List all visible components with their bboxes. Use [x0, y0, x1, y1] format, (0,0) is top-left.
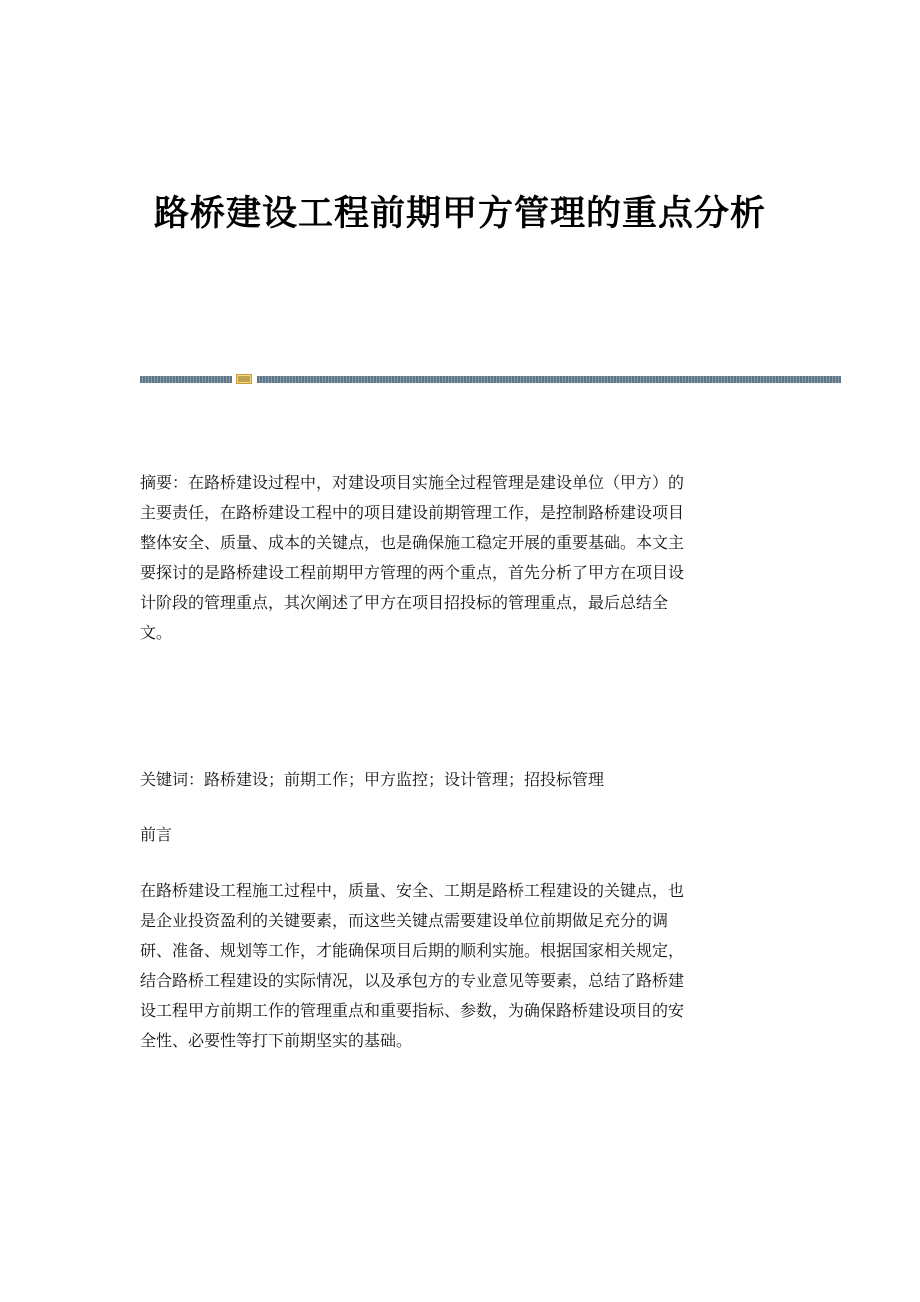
title-divider — [140, 373, 841, 385]
preface-line: 结合路桥工程建设的实际情况，以及承包方的专业意见等要素，总结了路桥建 — [140, 971, 685, 990]
preface-paragraph — [140, 876, 772, 1056]
abstract-paragraph — [140, 468, 772, 648]
abstract-line: 整体安全、质量、成本的关键点，也是确保施工稳定开展的重要基础。本文主 — [140, 533, 685, 552]
divider-bar-left — [140, 376, 232, 383]
abstract-line: 摘要：在路桥建设过程中，对建设项目实施全过程管理是建设单位（甲方）的 — [140, 473, 685, 492]
keywords-line — [140, 765, 772, 795]
preface-line: 在路桥建设工程施工过程中，质量、安全、工期是路桥工程建设的关键点，也 — [140, 881, 685, 900]
preface-line: 研、准备、规划等工作，才能确保项目后期的顺利实施。根据国家相关规定， — [140, 941, 685, 960]
preface-heading — [140, 820, 772, 850]
keywords-text: 关键词：路桥建设；前期工作；甲方监控；设计管理；招投标管理 — [140, 770, 605, 789]
divider-bar-right — [257, 376, 841, 383]
preface-heading-text: 前言 — [140, 825, 173, 844]
abstract-line: 要探讨的是路桥建设工程前期甲方管理的两个重点，首先分析了甲方在项目设 — [140, 563, 685, 582]
preface-line: 设工程甲方前期工作的管理重点和重要指标、参数，为确保路桥建设项目的安 — [140, 1001, 685, 1020]
divider-emblem-icon — [236, 374, 252, 384]
abstract-line: 文。 — [140, 623, 173, 642]
abstract-line: 主要责任，在路桥建设工程中的项目建设前期管理工作，是控制路桥建设项目 — [140, 503, 685, 522]
document-title: 路桥建设工程前期甲方管理的重点分析 — [153, 193, 766, 234]
preface-line: 是企业投资盈利的关键要素，而这些关键点需要建设单位前期做足充分的调 — [140, 911, 669, 930]
preface-line: 全性、必要性等打下前期坚实的基础。 — [140, 1031, 413, 1050]
abstract-line: 计阶段的管理重点，其次阐述了甲方在项目招投标的管理重点，最后总结全 — [140, 593, 669, 612]
